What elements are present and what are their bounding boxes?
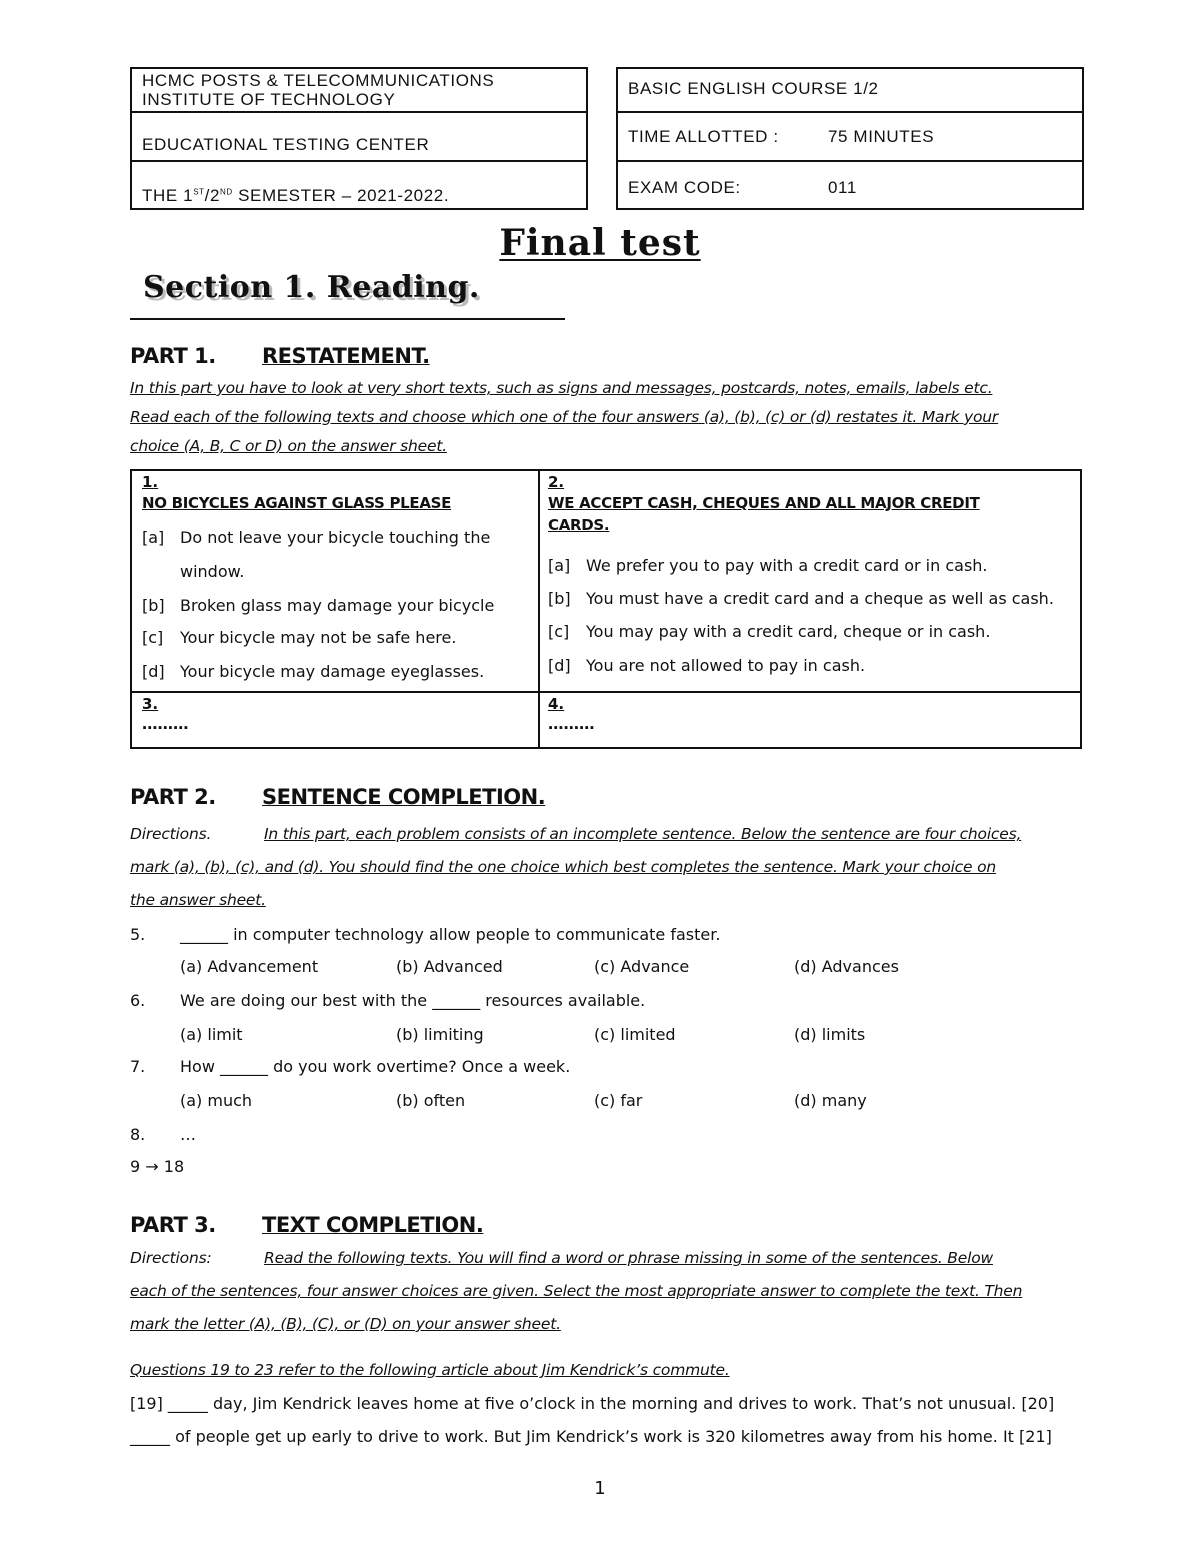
q5-choice-b[interactable]: (b) Advanced	[396, 957, 503, 976]
table-vertical-divider	[538, 471, 540, 747]
q7-choice-a[interactable]: (a) much	[180, 1091, 253, 1110]
page-title: Final test	[499, 222, 701, 264]
question-6: 6. We are doing our best with the ______ resources available.	[130, 991, 646, 1010]
page-number: 1	[594, 1478, 606, 1499]
table-horizontal-divider	[132, 691, 1080, 693]
q1-option-b[interactable]: [b] Broken glass may damage your bicycle	[142, 596, 495, 615]
q6-choice-d[interactable]: (d) limits	[794, 1025, 866, 1044]
part3-heading: PART 3. TEXT COMPLETION.	[130, 1213, 484, 1237]
time-allotted: TIME ALLOTTED : 75 MINUTES	[618, 111, 1082, 160]
question-range: 9 → 18	[130, 1157, 185, 1176]
q6-choice-a[interactable]: (a) limit	[180, 1025, 243, 1044]
section-rule	[130, 318, 565, 320]
section-heading: Section 1. Reading.	[143, 270, 480, 305]
q7-choice-c[interactable]: (c) far	[594, 1091, 643, 1110]
semester: THE 1ST/2ND SEMESTER – 2021-2022.	[132, 160, 586, 210]
q7-choice-b[interactable]: (b) often	[396, 1091, 466, 1110]
part3-directions: Directions: Read the following texts. You will find a word or phrase missing in some of the sentences. Below each of the sentences, four answer choices are given. Select the most appropriate answer to complete the text. Then mark the letter (A), (B), (C), or (D) on your answer sheet.	[130, 1249, 1023, 1333]
q6-choice-b[interactable]: (b) limiting	[396, 1025, 484, 1044]
part2-heading: PART 2. SENTENCE COMPLETION.	[130, 785, 546, 809]
question-3: 3. ………	[142, 695, 189, 733]
q2-option-c[interactable]: [c] You may pay with a credit card, cheque or in cash.	[548, 622, 991, 641]
part2-directions: Directions. In this part, each problem consists of an incomplete sentence. Below the sentence are four choices, mark (a), (b), (c), and (d). You should find the one choice which best completes the sentence. Mark your choice on the answer sheet.	[130, 825, 1022, 909]
question-5: 5. ______ in computer technology allow people to communicate faster.	[130, 925, 721, 944]
q1-option-a[interactable]: [a] Do not leave your bicycle touching the	[142, 528, 491, 547]
passage: [19] _____ day, Jim Kendrick leaves home at five o’clock in the morning and drives to work. That’s not unusual. [20] _____ of people get up early to drive to work. But Jim Kendrick’s work is 320 kilometres away from his home. It [21]	[130, 1394, 1055, 1446]
institute-name: HCMC POSTS & TELECOMMUNICATIONS INSTITUTE OF TECHNOLOGY	[142, 71, 495, 109]
question-8: 8. …	[130, 1125, 196, 1144]
q6-choice-c[interactable]: (c) limited	[594, 1025, 676, 1044]
q1-option-d[interactable]: [d] Your bicycle may damage eyeglasses.	[142, 662, 485, 681]
question-4: 4. ………	[548, 695, 595, 733]
q2-option-a[interactable]: [a] We prefer you to pay with a credit card or in cash.	[548, 556, 988, 575]
restatement-table	[130, 469, 1082, 749]
exam-code: EXAM CODE: 011	[618, 160, 1082, 210]
testing-center: EDUCATIONAL TESTING CENTER	[132, 111, 586, 160]
header-left-box	[130, 67, 588, 210]
q5-choice-c[interactable]: (c) Advance	[594, 957, 690, 976]
question-2: 2. WE ACCEPT CASH, CHEQUES AND ALL MAJOR CREDIT CARDS.	[548, 473, 980, 534]
q2-option-b[interactable]: [b] You must have a credit card and a cheque as well as cash.	[548, 589, 1054, 608]
part1-instructions: In this part you have to look at very short texts, such as signs and messages, postcards, notes, emails, labels etc. Read each of the following texts and choose which one of the four answers (a), (b), (c) or (d) restates it. Mark your choice (A, B, C or D) on the answer sheet.	[130, 379, 999, 455]
question-7: 7. How ______ do you work overtime? Once a week.	[130, 1057, 571, 1076]
q1-option-c[interactable]: [c] Your bicycle may not be safe here.	[142, 628, 457, 647]
course-name: BASIC ENGLISH COURSE 1/2	[628, 79, 879, 98]
part1-heading: PART 1. RESTATEMENT.	[130, 344, 430, 368]
questions-reference: Questions 19 to 23 refer to the following article about Jim Kendrick’s commute.	[130, 1361, 730, 1379]
q2-option-d[interactable]: [d] You are not allowed to pay in cash.	[548, 656, 866, 675]
q5-choice-d[interactable]: (d) Advances	[794, 957, 899, 976]
header-right-box	[616, 67, 1084, 210]
q1-option-a-cont: window.	[180, 562, 245, 581]
question-1: 1. NO BICYCLES AGAINST GLASS PLEASE	[142, 473, 452, 512]
q5-choice-a[interactable]: (a) Advancement	[180, 957, 319, 976]
q7-choice-d[interactable]: (d) many	[794, 1091, 867, 1110]
